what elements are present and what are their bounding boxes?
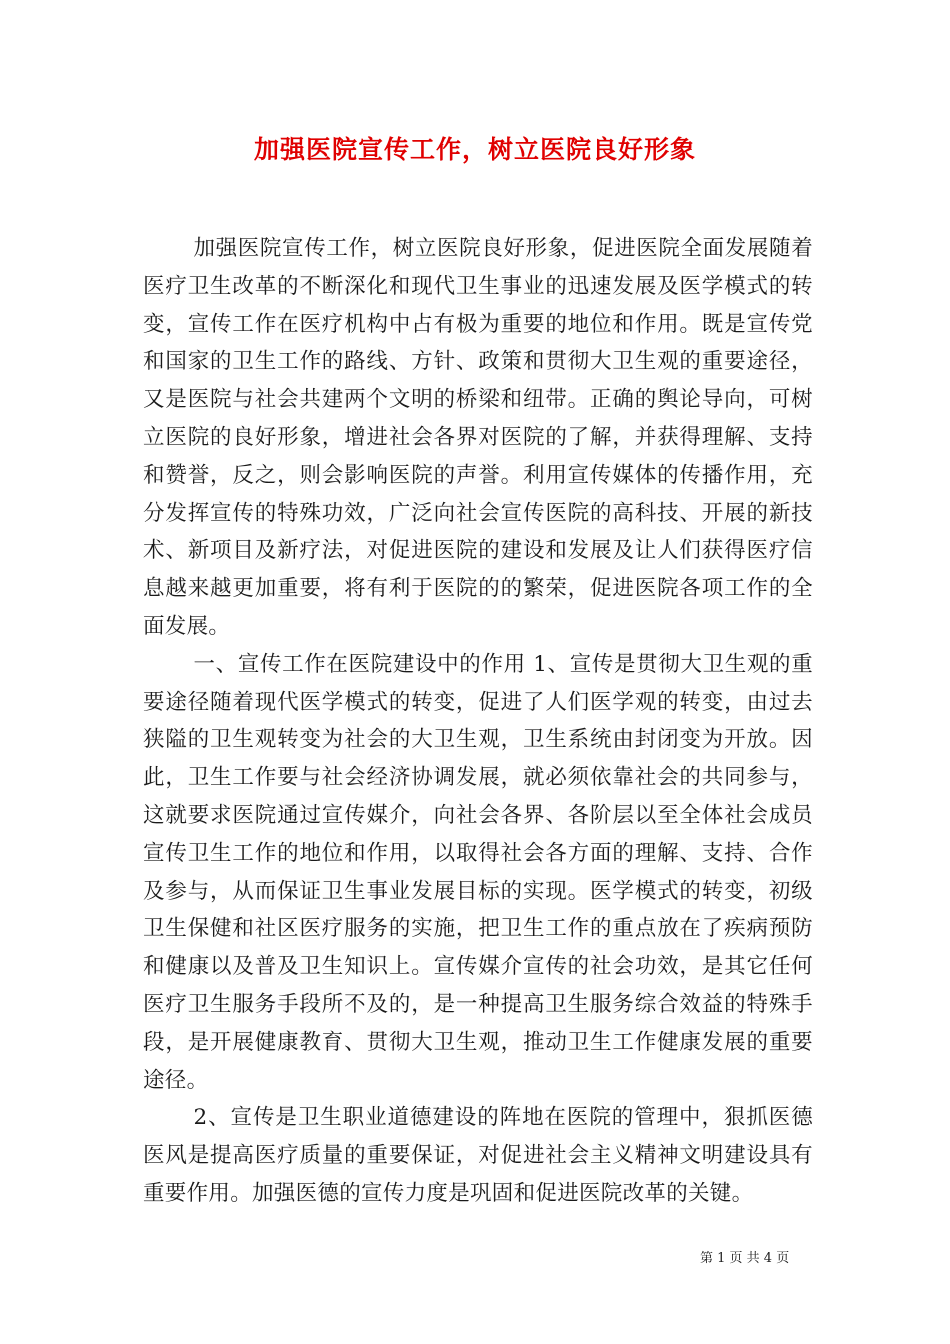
document-body <box>143 230 813 1213</box>
paragraph-section-1: 一、宣传工作在医院建设中的作用 1、宣传是贯彻大卫生观的重要途径随着现代医学模式的转变，促进了人们医学观的转变，由过去狭隘的卫生观转变为社会的大卫生观，卫生系统由封闭变为开放。因此，卫生工作要与社会经济协调发展，就必须依靠社会的共同参与，这就要求医院通过宣传媒介，向社会各界、各阶层以至全体社会成员宣传卫生工作的地位和作用，以取得社会各方面的理解、支持、合作及参与，从而保证卫生事业发展目标的实现。医学模式的转变，初级卫生保健和社区医疗服务的实施，把卫生工作的重点放在了疾病预防和健康以及普及卫生知识上。宣传媒介宣传的社会功效，是其它任何医疗卫生服务手段所不及的，是一种提高卫生服务综合效益的特殊手段，是开展健康教育、贯彻大卫生观，推动卫生工作健康发展的重要途径。 <box>143 651 813 1093</box>
page-number-footer: 第 1 页 共 4 页 <box>700 1251 790 1266</box>
paragraph-section-2: 2、宣传是卫生职业道德建设的阵地在医院的管理中，狠抓医德医风是提高医疗质量的重要保证，对促进社会主义精神文明建设具有重要作用。加强医德的宣传力度是巩固和促进医院改革的关键。 <box>143 1105 813 1206</box>
paragraph-intro: 加强医院宣传工作，树立医院良好形象，促进医院全面发展随着医疗卫生改革的不断深化和现代卫生事业的迅速发展及医学模式的转变，宣传工作在医疗机构中占有极为重要的地位和作用。既是宣传党和国家的卫生工作的路线、方针、政策和贯彻大卫生观的重要途径，又是医院与社会共建两个文明的桥梁和纽带。正确的舆论导向，可树立医院的良好形象，增进社会各界对医院的了解，并获得理解、支持和赞誉，反之，则会影响医院的声誉。利用宣传媒体的传播作用，充分发挥宣传的特殊功效，广泛向社会宣传医院的高科技、开展的新技术、新项目及新疗法，对促进医院的建设和发展及让人们获得医疗信息越来越更加重要，将有利于医院的的繁荣，促进医院各项工作的全面发展。 <box>143 236 813 639</box>
document-title: 加强医院宣传工作，树立医院良好形象 <box>253 135 696 164</box>
